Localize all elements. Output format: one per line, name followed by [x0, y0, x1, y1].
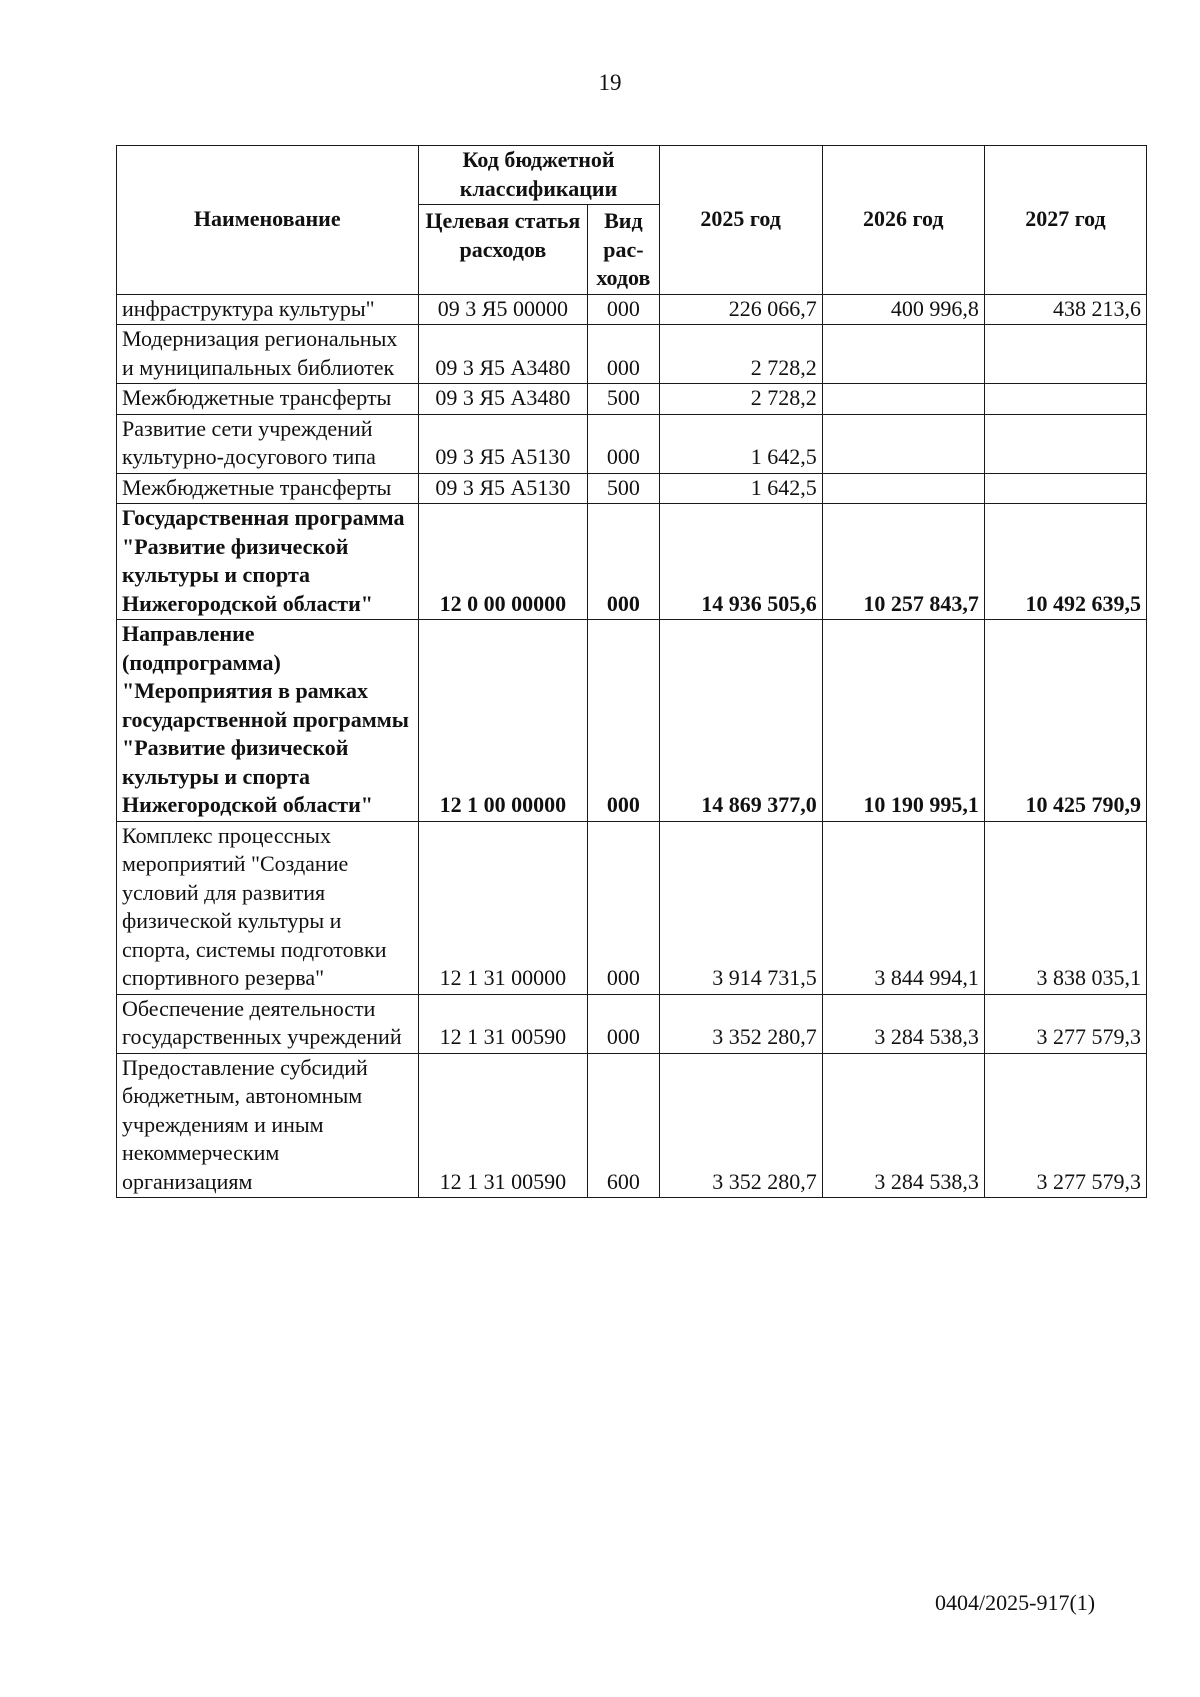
- row-2025: 3 914 731,5: [659, 821, 822, 994]
- table-row: [117, 294, 1147, 325]
- row-2027: [984, 325, 1146, 384]
- table-row: [117, 414, 1147, 473]
- table-row: [117, 620, 1147, 822]
- row-name: Обеспечение деятельности государственных учреждений: [117, 994, 419, 1053]
- budget-table: [116, 145, 1147, 1198]
- page-number: 19: [598, 70, 622, 95]
- row-2025: 3 352 280,7: [659, 1053, 822, 1198]
- row-name: Межбюджетные трансферты: [117, 384, 419, 415]
- row-name: Предоставление субсидий бюджетным, автономным учреждениям и иным некоммерческим организациям: [117, 1053, 419, 1198]
- row-2026: [822, 384, 984, 415]
- row-code: 12 1 31 00590: [418, 1053, 588, 1198]
- row-kind: 000: [588, 325, 659, 384]
- table-row: [117, 325, 1147, 384]
- row-2026: 10 190 995,1: [822, 620, 984, 822]
- row-2025: 1 642,5: [659, 414, 822, 473]
- row-kind: 000: [588, 994, 659, 1053]
- row-name: Модернизация региональных и муниципальных библиотек: [117, 325, 419, 384]
- row-2026: 400 996,8: [822, 294, 984, 325]
- header-year-2027: 2027 год: [984, 146, 1146, 295]
- row-2026: [822, 414, 984, 473]
- row-kind: 000: [588, 414, 659, 473]
- table-row: [117, 473, 1147, 504]
- row-2025: 1 642,5: [659, 473, 822, 504]
- row-code: 12 1 00 00000: [418, 620, 588, 822]
- header-target-article: Целевая статья расходов: [418, 205, 588, 295]
- row-name: Межбюджетные трансферты: [117, 473, 419, 504]
- header-expense-type: Вид рас-ходов: [588, 205, 659, 295]
- row-2027: 10 425 790,9: [984, 620, 1146, 822]
- row-code: 09 3 Я5 А5130: [418, 414, 588, 473]
- row-kind: 500: [588, 473, 659, 504]
- row-kind: 600: [588, 1053, 659, 1198]
- row-2025: 3 352 280,7: [659, 994, 822, 1053]
- row-kind: 000: [588, 504, 659, 620]
- row-2025: 2 728,2: [659, 384, 822, 415]
- row-2027: [984, 384, 1146, 415]
- row-kind: 000: [588, 821, 659, 994]
- row-2026: 3 284 538,3: [822, 994, 984, 1053]
- table-row: [117, 384, 1147, 415]
- row-name: Развитие сети учреждений культурно-досугового типа: [117, 414, 419, 473]
- row-2025: 2 728,2: [659, 325, 822, 384]
- row-2025: 14 936 505,6: [659, 504, 822, 620]
- header-year-2026: 2026 год: [822, 146, 984, 295]
- row-name: Государственная программа "Развитие физической культуры и спорта Нижегородской области": [117, 504, 419, 620]
- row-kind: 000: [588, 294, 659, 325]
- row-2027: 3 277 579,3: [984, 1053, 1146, 1198]
- row-2027: 10 492 639,5: [984, 504, 1146, 620]
- row-kind: 000: [588, 620, 659, 822]
- row-2026: 3 284 538,3: [822, 1053, 984, 1198]
- row-name: инфраструктура культуры": [117, 294, 419, 325]
- row-name: Направление (подпрограмма) "Мероприятия в рамках государственной программы "Развитие физической культуры и спорта Нижегородской области": [117, 620, 419, 822]
- row-code: 09 3 Я5 00000: [418, 294, 588, 325]
- row-code: 12 1 31 00000: [418, 821, 588, 994]
- row-2026: 3 844 994,1: [822, 821, 984, 994]
- header-year-2025: 2025 год: [659, 146, 822, 295]
- table-row: [117, 1053, 1147, 1198]
- row-2025: 14 869 377,0: [659, 620, 822, 822]
- row-2026: 10 257 843,7: [822, 504, 984, 620]
- row-name: Комплекс процессных мероприятий "Создание условий для развития физической культуры и спорта, системы подготовки спортивного резерва": [117, 821, 419, 994]
- row-code: 12 0 00 00000: [418, 504, 588, 620]
- row-code: 12 1 31 00590: [418, 994, 588, 1053]
- table-row: [117, 994, 1147, 1053]
- row-code: 09 3 Я5 А3480: [418, 384, 588, 415]
- row-code: 09 3 Я5 А5130: [418, 473, 588, 504]
- row-2027: [984, 473, 1146, 504]
- document-number: 0404/2025-917(1): [935, 1590, 1096, 1615]
- row-code: 09 3 Я5 А3480: [418, 325, 588, 384]
- row-kind: 500: [588, 384, 659, 415]
- row-2025: 226 066,7: [659, 294, 822, 325]
- row-2026: [822, 473, 984, 504]
- row-2026: [822, 325, 984, 384]
- header-name: Наименование: [117, 146, 419, 295]
- row-2027: 3 838 035,1: [984, 821, 1146, 994]
- row-2027: 438 213,6: [984, 294, 1146, 325]
- row-2027: 3 277 579,3: [984, 994, 1146, 1053]
- header-kbk-group: Код бюджетной классификации: [418, 146, 659, 205]
- row-2027: [984, 414, 1146, 473]
- table-row: [117, 504, 1147, 620]
- table-row: [117, 821, 1147, 994]
